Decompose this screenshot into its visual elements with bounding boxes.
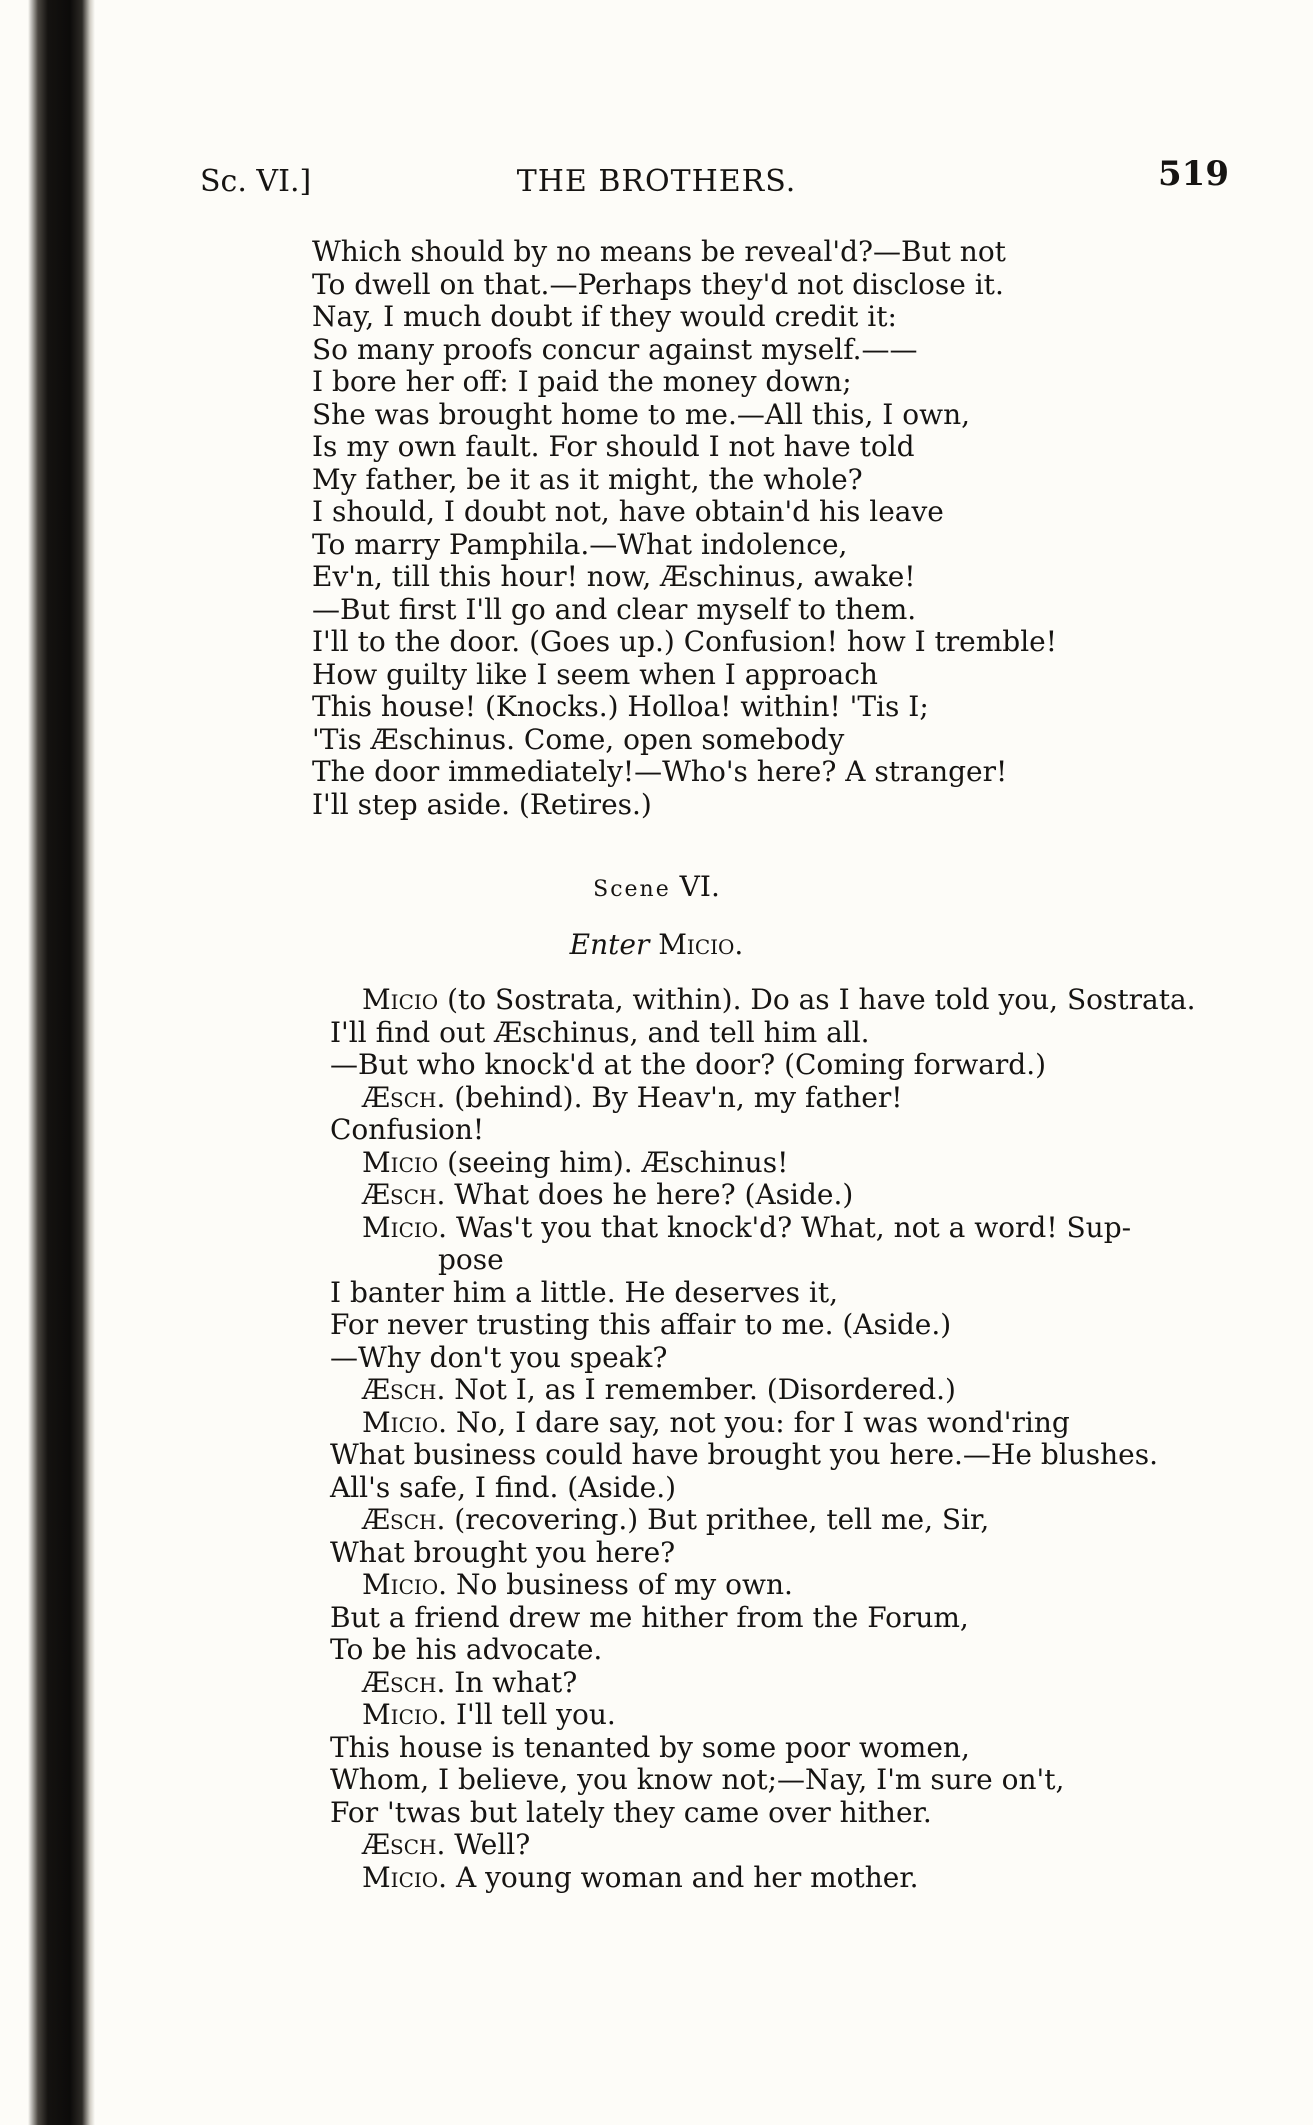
- line-text: But a friend drew me hither from the Forum,: [330, 1600, 969, 1634]
- line-text: For never trusting this affair to me. (Aside.): [330, 1308, 952, 1341]
- line-text: To be his advocate.: [330, 1633, 603, 1666]
- dialogue-line: [330, 1667, 1196, 1700]
- dialogue-line: [330, 1374, 1196, 1407]
- line-text: (recovering.) But prithee, tell me, Sir,: [445, 1503, 990, 1536]
- speaker-name: Micio: [362, 983, 439, 1016]
- verse-line: So many proofs concur against myself.——: [312, 332, 918, 366]
- line-text: Whom, I believe, you know not;—Nay, I'm sure on't,: [330, 1763, 1065, 1796]
- speaker-name: Micio.: [362, 1210, 448, 1244]
- line-text: (to Sostrata, within). Do as I have told you, Sostrata.: [438, 983, 1196, 1016]
- scene-heading: [0, 870, 1313, 903]
- dialogue-line: [330, 1699, 1196, 1732]
- dialogue-line: [330, 1309, 1196, 1342]
- page-binding-edge: [0, 0, 95, 2125]
- dialogue-line: [330, 1634, 1196, 1667]
- line-text: Confusion!: [330, 1113, 485, 1146]
- line-text: What brought you here?: [330, 1535, 676, 1569]
- speaker-name: Æsch.: [362, 1373, 446, 1406]
- verse-line: The door immediately!—Who's here? A stranger!: [312, 755, 1008, 788]
- verse-block: [312, 236, 1057, 821]
- line-text: (behind). By Heav'n, my father!: [445, 1080, 903, 1114]
- speaker-name: Micio.: [362, 1568, 448, 1601]
- dialogue-line-continuation: [330, 1244, 1196, 1277]
- verse-line: She was brought home to me.—All this, I own,: [312, 397, 971, 431]
- verse-line: I'll step aside. (Retires.): [312, 787, 652, 821]
- line-text: I'll find out Æschinus, and tell him all.: [330, 1015, 870, 1049]
- page-header: [0, 152, 1313, 212]
- dialogue-line: [330, 1829, 1196, 1862]
- dialogue-line: [330, 1049, 1196, 1082]
- line-text: All's safe, I find. (Aside.): [330, 1470, 677, 1504]
- line-text: (seeing him). Æschinus!: [438, 1145, 789, 1179]
- verse-line: How guilty like I seem when I approach: [312, 657, 878, 691]
- verse-line: Which should by no means be reveal'd?—But not: [312, 235, 1006, 268]
- line-text: What does he here? (Aside.): [445, 1178, 854, 1211]
- verse-line: Is my own fault. For should I not have told: [312, 430, 915, 463]
- line-text: —But who knock'd at the door? (Coming forward.): [330, 1048, 1047, 1081]
- speaker-name: Æsch.: [362, 1178, 446, 1211]
- dialogue-line: [330, 1179, 1196, 1212]
- dialogue-line: [330, 1569, 1196, 1602]
- speaker-name: Æsch.: [362, 1503, 446, 1536]
- speaker-name: Micio: [362, 1145, 439, 1179]
- verse-line: I'll to the door. (Goes up.) Confusion! how I tremble!: [312, 625, 1058, 658]
- dialogue-line: [330, 1114, 1196, 1147]
- stage-direction-enter: [0, 928, 1313, 961]
- page-number: 519: [1158, 154, 1229, 194]
- dialogue-block: [330, 984, 1196, 1894]
- line-text: I banter him a little. He deserves it,: [330, 1275, 838, 1309]
- line-text: Was't you that knock'd? What, not a word! Sup-: [447, 1210, 1132, 1244]
- enter-word: Enter: [569, 928, 650, 961]
- dialogue-line: [330, 1537, 1196, 1570]
- line-text: A young woman and her mother.: [447, 1860, 919, 1894]
- dialogue-line: [330, 1439, 1196, 1472]
- verse-line: My father, be it as it might, the whole?: [312, 462, 863, 496]
- line-text: In what?: [445, 1665, 578, 1699]
- verse-line: Nay, I much doubt if they would credit it:: [312, 300, 897, 333]
- scene-word: Scene: [593, 877, 671, 902]
- dialogue-line: [330, 1082, 1196, 1115]
- scene-marker: Sc. VI.]: [200, 164, 312, 199]
- dialogue-line: [330, 1602, 1196, 1635]
- dialogue-line: [330, 1732, 1196, 1765]
- dialogue-line: [330, 984, 1196, 1017]
- speaker-name: Æsch.: [362, 1828, 446, 1861]
- verse-line: To dwell on that.—Perhaps they'd not disclose it.: [312, 267, 1004, 301]
- verse-line: I should, I doubt not, have obtain'd his leave: [312, 495, 944, 528]
- dialogue-line: [330, 1017, 1196, 1050]
- line-text: For 'twas but lately they came over hither.: [330, 1795, 932, 1829]
- enter-character: Micio.: [658, 928, 744, 961]
- verse-line: To marry Pamphila.—What indolence,: [312, 527, 848, 561]
- running-title: THE BROTHERS.: [516, 164, 797, 199]
- line-text: pose: [438, 1243, 504, 1276]
- dialogue-line: [330, 1862, 1196, 1895]
- verse-line: —But first I'll go and clear myself to them.: [312, 592, 917, 626]
- line-text: Not I, as I remember. (Disordered.): [445, 1373, 956, 1406]
- line-text: What business could have brought you here.—He blushes.: [330, 1438, 1158, 1471]
- dialogue-line: [330, 1212, 1196, 1245]
- line-text: No business of my own.: [447, 1568, 793, 1601]
- line-text: I'll tell you.: [447, 1698, 616, 1731]
- speaker-name: Micio.: [362, 1698, 448, 1731]
- verse-line: Ev'n, till this hour! now, Æschinus, awake!: [312, 560, 916, 593]
- dialogue-line: [330, 1764, 1196, 1797]
- dialogue-line: [330, 1797, 1196, 1830]
- speaker-name: Micio.: [362, 1860, 448, 1894]
- speaker-name: Æsch.: [362, 1665, 446, 1699]
- speaker-name: Æsch.: [362, 1080, 446, 1114]
- scene-number: VI.: [679, 870, 720, 903]
- speaker-name: Micio.: [362, 1405, 448, 1439]
- dialogue-line: [330, 1472, 1196, 1505]
- dialogue-line: [330, 1504, 1196, 1537]
- dialogue-line: [330, 1342, 1196, 1375]
- dialogue-line: [330, 1277, 1196, 1310]
- line-text: —Why don't you speak?: [330, 1340, 668, 1374]
- dialogue-line: [330, 1407, 1196, 1440]
- line-text: This house is tenanted by some poor women,: [330, 1730, 970, 1764]
- verse-line: This house! (Knocks.) Holloa! within! 'Tis I;: [312, 690, 929, 723]
- verse-line: 'Tis Æschinus. Come, open somebody: [312, 722, 845, 756]
- line-text: No, I dare say, not you: for I was wond'ring: [447, 1405, 1070, 1439]
- dialogue-line: [330, 1147, 1196, 1180]
- verse-line: I bore her off: I paid the money down;: [312, 365, 852, 398]
- line-text: Well?: [445, 1828, 531, 1861]
